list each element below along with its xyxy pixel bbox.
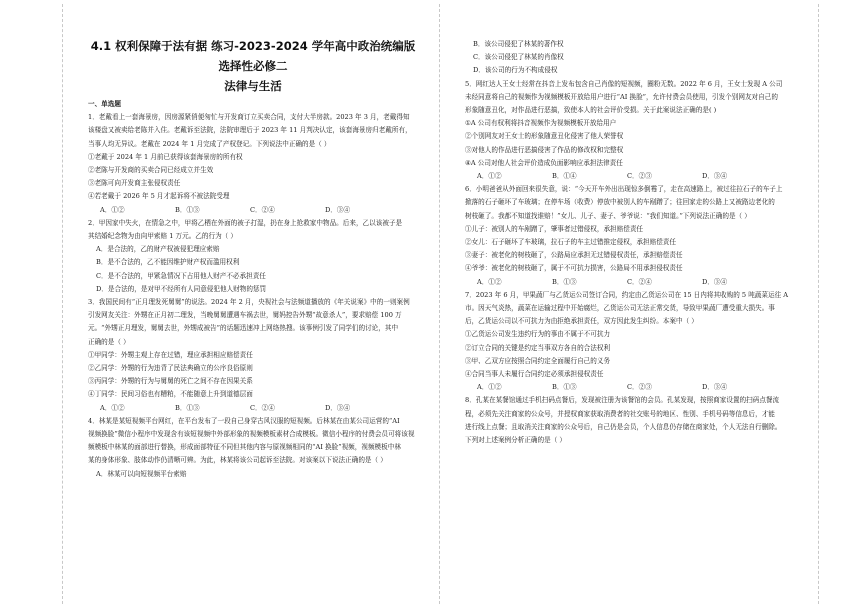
option-b[interactable]: B．①③ (552, 277, 577, 286)
q6-statement: ④爷爷：被老化的树枝砸了，属于不可抗力损害，公路局不用承担侵权责任 (465, 264, 683, 273)
q1-line: 1．老戴看上一套海景房，因房源紧俏便匆忙与开发商订立买卖合同，支付大半房款。2023 年 3 月，老戴得知 (88, 113, 410, 122)
q5-statement: ③对他人的作品进行恶搞侵害了作品的修改权和完整权 (465, 145, 624, 154)
center-divider (439, 4, 440, 604)
q2-line: 2．甲因家中失火，在情急之中，甲将乙栖在外面的被子打湿，扔在身上抢救家中物品。后来，乙以该被子是 (88, 218, 403, 227)
q5-line: 5．网红达人王女士经常在抖音上发布包含自己肖像的短视频，圈粉无数。2022 年 6 月，王女士发现 A 公司 (465, 79, 783, 88)
question-3 (88, 296, 418, 415)
q5-line: 未经同意将自己的视频作为视频模板开放给用户进行“AI 换脸”，允许付费会员使用，引发个别网友对自己的 (465, 92, 778, 101)
option-d[interactable]: D．③④ (325, 403, 351, 412)
q6-statement: ②女儿：石子砸坏了车玻璃，拉石子的车主过错推定侵权，承担赔偿责任 (465, 238, 676, 247)
q1-options (88, 204, 418, 217)
option-a[interactable]: A．①② (477, 277, 502, 286)
option-c[interactable]: C．②③ (627, 172, 652, 181)
option-d[interactable]: D．③④ (325, 205, 351, 214)
q2-option-a[interactable]: A．是合法的，乙的财产权被侵犯理应索赔 (96, 245, 220, 254)
q8-line: 程，必须先关注商家的公众号，并授权商家获取消费者的社交账号的地区、性别、手机号码等信息后，才能 (465, 409, 775, 418)
q4-line: 频模板中林某的面部进行替换，形成面部特征不同但其他内容与原视频相同的“AI 换脸”视频，视频模板中林 (88, 443, 401, 452)
q3-line: 引发网友关注：外甥在正月初二理发，当晚舅舅遭遇车祸去世，舅妈控告外甥“故意杀人”，要求赔偿 100 万 (88, 311, 402, 320)
option-a[interactable]: A．①② (100, 403, 125, 412)
option-b[interactable]: B．①④ (552, 172, 577, 181)
q6-line: 6．小明爸爸从外面回来很失意，说：“今天开车外出出现惊多倒霉了，走在高速路上，被过往拉石子的车子上 (465, 185, 783, 194)
q4-line: 视频换脸”微信小程序中发现含有该短视频中外部形象的视频模板素材合成模板。微信小程序的付费会员可将该视 (88, 430, 415, 439)
question-5 (465, 78, 795, 184)
option-a[interactable]: A．①② (100, 205, 125, 214)
q7-line: 市。因天气炎热，蔬菜在运输过程中开始腐烂，乙货运公司无法正常交货，导致甲果蔬厂遭受重大损失。事 (465, 304, 775, 313)
option-a[interactable]: A．①② (477, 172, 502, 181)
q7-options (465, 381, 795, 394)
question-2 (88, 217, 418, 296)
q7-statement: ②订立合同的关键是约定当事双方各自的合法权利 (465, 343, 611, 352)
q1-statement: ①老戴于 2024 年 1 月前已获得该套海景房的所有权 (88, 152, 243, 161)
q7-statement: ③甲、乙双方应按照合同约定全面履行自己的义务 (465, 356, 611, 365)
left-margin-guide (62, 4, 63, 604)
q7-line: 后，乙货运公司以不可抗力为由拒绝承担责任，双方因此发生纠纷。本案中（ ） (465, 317, 698, 326)
document-title-line2: 法律与生活 (224, 79, 282, 93)
q4-option-a[interactable]: A．林某可以向短视频平台索赔 (96, 469, 187, 478)
q3-line: 元。“外甥正月理发，舅舅去世，外甥成被告”的话题迅速冲上网络热搜。该事例引发了同学们的讨论，其中 (88, 324, 399, 333)
q6-statement: ③妻子：被老化的树枝砸了，公路局应承担无过错侵权责任，承担赔偿责任 (465, 251, 683, 260)
option-b[interactable]: B．①③ (175, 403, 200, 412)
q4-option-d[interactable]: D．该公司的行为不构成侵权 (473, 66, 558, 75)
right-column (465, 38, 795, 447)
option-d[interactable]: D．③④ (702, 383, 728, 392)
right-margin-guide (818, 4, 819, 604)
q6-line: 树枝砸了。我都不知道找谁赔！”女儿、儿子、妻子、爷爷说：“我们知道。”下列说法正确的是（ ） (465, 211, 751, 220)
question-8 (465, 394, 795, 447)
q3-statement: ④丁同学：民间习俗也有糟粕，不能随意上升到道德层面 (88, 390, 253, 399)
question-4 (88, 415, 418, 481)
q1-statement: ③老陈可向开发商主张侵权责任 (88, 179, 181, 188)
q5-line: 形象随意丑化，对作品进行恶搞，致使本人的社会评价受损。关于此案说法正确的是( ) (465, 106, 717, 115)
q3-options (88, 402, 418, 415)
q8-line: 下列对上述案例分析正确的是（ ） (465, 436, 567, 445)
q2-option-c[interactable]: C．是不合法的，甲紧急情况下占用他人财产不必承担责任 (96, 271, 266, 280)
q6-options (465, 276, 795, 289)
q2-option-d[interactable]: D．是合法的，是对甲不经所有人同意侵犯他人财物的惩罚 (96, 284, 267, 293)
q5-statement: ①A 公司有权利将抖音视频作为视频模板开放给用户 (465, 119, 617, 128)
q4-option-c[interactable]: C．该公司侵犯了林某的肖像权 (473, 53, 564, 62)
option-c[interactable]: C．②③ (627, 383, 652, 392)
option-b[interactable]: B．①③ (175, 205, 200, 214)
q4-option-b[interactable]: B．该公司侵犯了林某的著作权 (473, 40, 564, 48)
option-a[interactable]: A．①② (477, 383, 502, 392)
q3-line: 3．我国民间有“正月理发死舅舅”的说法。2024 年 2 月，央视社会与法频道播放的《年关说案》中的一则案例 (88, 298, 410, 307)
q3-line: 正确的是（ ） (88, 337, 130, 346)
q2-option-b[interactable]: B．是不合法的，乙不能因维护财产权而滥用权利 (96, 258, 240, 267)
q4-line: 4．林某是某短视频平台网红，在平台发布了一段自己身穿古风汉服的短视频。后林某在由某公司运营的“AI (88, 416, 400, 425)
section-heading: 一、单选题 (88, 100, 121, 108)
option-c[interactable]: C．②④ (627, 277, 652, 286)
q8-line: 8．孔某在某餐馆通过手机扫码点餐后，发现被注册为该餐馆的会员。孔某发现，按照商家设置的扫码点餐流 (465, 396, 780, 405)
option-d[interactable]: D．③④ (702, 172, 728, 181)
q7-statement: ④合同当事人未履行合同约定必须承担侵权责任 (465, 370, 604, 379)
q6-statement: ①儿子：被别人的车剐蹭了，肇事者过错侵权，承担赔偿责任 (465, 224, 644, 233)
question-6 (465, 183, 795, 289)
document-title-line1: 4.1 权利保障于法有据 练习-2023-2024 学年高中政治统编版选择性必修二 (90, 39, 416, 73)
q7-line: 7．2023 年 6 月，甲果蔬厂与乙货运公司签订合同，约定由乙货运公司在 15 日内将其收购的 5 吨蔬菜运往 A (465, 290, 789, 299)
q1-statement: ②老陈与开发商的买卖合同已经成立并生效 (88, 166, 214, 175)
q4-line: 某的身体形象、肢体动作仍清晰可辨。为此，林某将该公司起诉至法院。对该案以下说法正确的是（ ） (88, 456, 387, 465)
q5-statement: ②个别网友对王女士的形象随意丑化侵害了他人荣誉权 (465, 132, 624, 141)
q3-statement: ②乙同学：外甥的行为违背了民法典确立的公序良俗原则 (88, 364, 253, 373)
q5-statement: ④A 公司对他人社会评价造成负面影响应承担法律责任 (465, 158, 623, 167)
q1-statement: ④若老戴于 2026 年 5 月才起诉将不被法院受理 (88, 192, 230, 201)
question-1 (88, 111, 418, 217)
q5-options (465, 170, 795, 183)
option-c[interactable]: C．②④ (250, 403, 275, 412)
q3-statement: ③丙同学：外甥的行为与舅舅的死亡之间不存在因果关系 (88, 377, 253, 386)
q3-statement: ①甲同学：外甥主观上存在过错，理应承担相应赔偿责任 (88, 350, 253, 359)
left-column (88, 36, 418, 481)
question-7 (465, 289, 795, 395)
q2-line: 其结婚纪念物为由向甲索赔 1 万元。乙的行为（ ） (88, 232, 237, 241)
q1-line: 当事人均无异议。老戴在 2024 年 1 月完成了产权登记。下列说法中正确的是（ ） (88, 139, 331, 148)
q8-line: 进行线上点餐；且取消关注商家的公众号后，自己仍是会员，个人信息仍存储在商家处，个人无法自行删除。 (465, 422, 782, 431)
question-4-continued (465, 38, 795, 78)
q1-line: 该楼盘又被卖给老陈并入住。老戴诉至法院，法院审理后于 2023 年 11 月判决认定，该套海景房归老戴所有， (88, 126, 412, 135)
option-c[interactable]: C．②④ (250, 205, 275, 214)
option-d[interactable]: D．③④ (702, 277, 728, 286)
option-b[interactable]: B．①③ (552, 383, 577, 392)
q6-line: 掀落的石子砸坏了车玻璃；在停车场（收费）停放中被别人的车剐蹭了；往回家走的公路上又被路边老化的 (465, 198, 775, 207)
q7-statement: ①乙货运公司发生违约行为的事由不属于不可抗力 (465, 330, 611, 339)
